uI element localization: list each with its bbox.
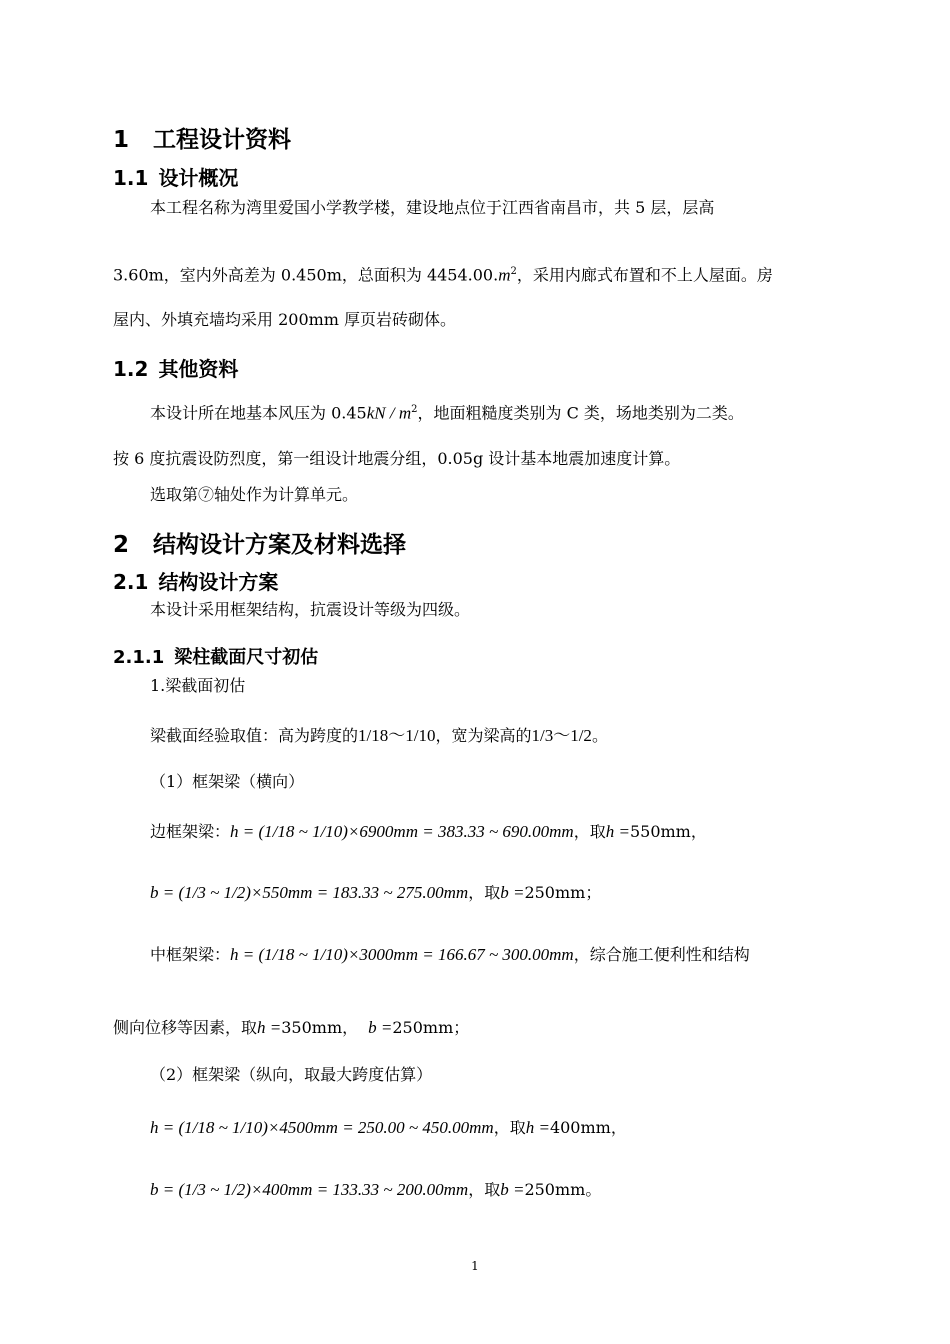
section-number: 2.1	[113, 570, 149, 594]
text: 梁截面经验取值：高为跨度的	[150, 726, 359, 745]
paragraph-line: 按 6 度抗震设防烈度，第一组设计地震分组，0.05g 设计基本地震加速度计算。	[113, 449, 681, 468]
formula: h = (1/18 ~ 1/10)×3000mm = 166.67 ~ 300.00mm	[230, 945, 574, 964]
symbol: b =	[500, 1180, 525, 1199]
section-title: 结构设计方案	[158, 570, 279, 594]
fraction-range: 1/18～1/10	[358, 726, 436, 745]
formula-line	[150, 945, 870, 965]
section-title: 梁柱截面尺寸初估	[174, 647, 319, 668]
text: 400mm，	[549, 1118, 627, 1137]
section-1-2-heading	[113, 353, 913, 382]
text: 3.60m，室内外高差为 0.450m，总面积为 4454.00.	[113, 265, 499, 285]
text: 350mm，	[281, 1018, 359, 1037]
fraction-range: 1/3～1/2	[531, 726, 592, 745]
formula-line	[150, 1118, 870, 1138]
text: 550mm，	[629, 822, 707, 841]
symbol: h =	[257, 1018, 282, 1037]
page-number: 1	[471, 1259, 479, 1273]
paragraph-line	[113, 262, 873, 285]
unit-kn: kN / m	[366, 403, 412, 423]
text: ，采用内廊式布置和不上人屋面。房	[516, 265, 773, 285]
sub-heading: （1）框架梁（横向）	[150, 772, 305, 791]
formula: b = (1/3 ~ 1/2)×400mm = 133.33 ~ 200.00mm	[150, 1180, 469, 1199]
section-1-1-heading	[113, 162, 913, 191]
formula-line	[150, 883, 870, 903]
section-number: 2.1.1	[113, 647, 165, 668]
symbol: b =	[368, 1018, 393, 1037]
text: 中框架梁：	[150, 945, 231, 964]
section-2-heading	[113, 526, 913, 559]
formula-line	[150, 1180, 870, 1200]
section-2-1-1-heading	[113, 643, 913, 669]
text: 250mm；	[392, 1018, 470, 1037]
unit-m: m	[498, 265, 511, 285]
formula: h = (1/18 ~ 1/10)×6900mm = 383.33 ~ 690.00mm	[230, 822, 574, 841]
text: 。	[591, 726, 608, 745]
symbol: b =	[500, 883, 525, 902]
superscript: 2	[411, 404, 418, 415]
text: 侧向位移等因素，取	[113, 1018, 258, 1037]
text: 250mm。	[524, 1180, 602, 1199]
section-title: 工程设计资料	[153, 127, 292, 153]
section-number: 1	[113, 127, 130, 153]
section-title: 设计概况	[158, 166, 239, 190]
symbol: h =	[525, 1118, 550, 1137]
paragraph-line: 选取第⑦轴处作为计算单元。	[150, 485, 359, 504]
text: ，取	[493, 1118, 526, 1137]
section-1-heading	[113, 121, 913, 154]
paragraph-line: 本工程名称为湾里爱国小学教学楼，建设地点位于江西省南昌市，共 5 层，层高	[150, 198, 715, 217]
text: 250mm；	[524, 883, 602, 902]
section-title: 其他资料	[158, 357, 239, 381]
paragraph-line: 本设计采用框架结构，抗震设计等级为四级。	[150, 600, 471, 619]
superscript: 2	[510, 266, 517, 277]
section-number: 2	[113, 532, 130, 558]
section-number: 1.2	[113, 357, 149, 381]
formula-line	[150, 822, 870, 842]
paragraph-line	[150, 726, 870, 746]
list-item: 1.梁截面初估	[150, 676, 246, 695]
paragraph-line: 屋内、外填充墙均采用 200mm 厚页岩砖砌体。	[113, 310, 457, 329]
formula: b = (1/3 ~ 1/2)×550mm = 183.33 ~ 275.00mm	[150, 883, 469, 902]
text: ，取	[573, 822, 606, 841]
text: 本设计所在地基本风压为 0.45	[150, 403, 367, 423]
section-2-1-heading	[113, 566, 913, 595]
text: ，宽为梁高的	[435, 726, 532, 745]
section-title: 结构设计方案及材料选择	[153, 532, 407, 558]
text: 边框架梁：	[150, 822, 231, 841]
text: ，地面粗糙度类别为 C 类，场地类别为二类。	[417, 403, 744, 423]
formula: h = (1/18 ~ 1/10)×4500mm = 250.00 ~ 450.00mm	[150, 1118, 494, 1137]
paragraph-line	[150, 400, 870, 423]
formula-line	[113, 1018, 873, 1038]
section-number: 1.1	[113, 166, 149, 190]
text: ，取	[468, 883, 501, 902]
text: ，综合施工便利性和结构	[573, 945, 750, 964]
symbol: h =	[605, 822, 630, 841]
sub-heading: （2）框架梁（纵向，取最大跨度估算）	[150, 1065, 433, 1084]
text: ，取	[468, 1180, 501, 1199]
